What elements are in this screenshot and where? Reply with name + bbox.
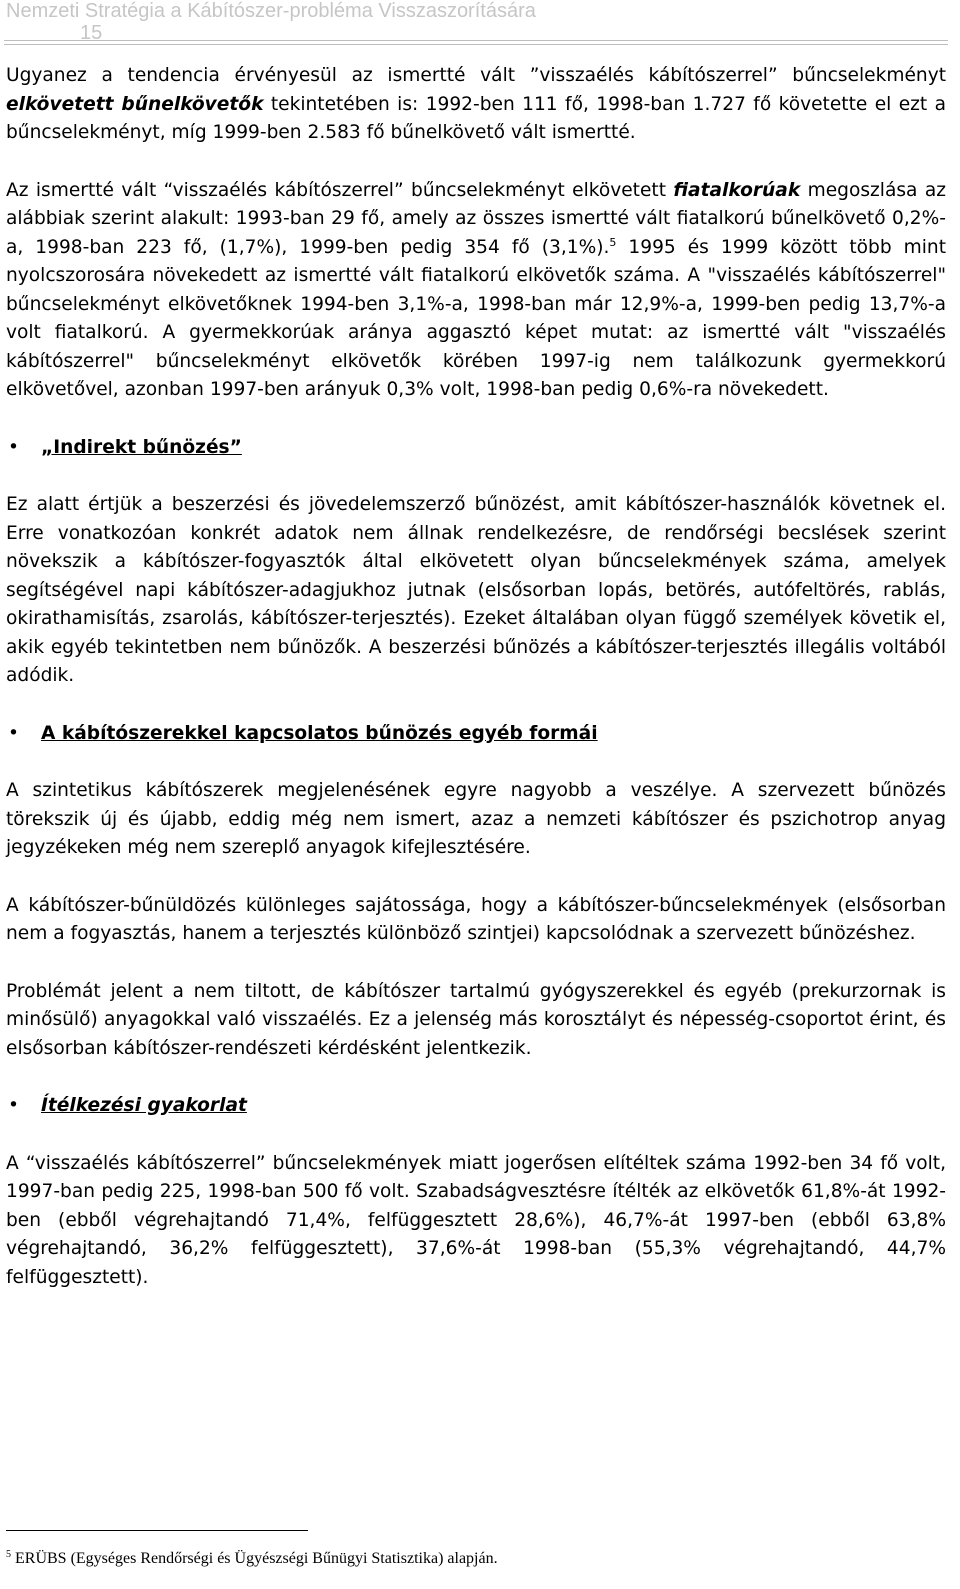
emphasis-offenders: elkövetett bűnelkövetők [6,93,264,115]
heading-other-forms [6,720,946,749]
page-header [0,0,960,52]
footnote-text: ERÜBS (Egységes Rendőrségi és Ügyészségi Bűnügyi Statisztika) alapján. [11,1550,498,1567]
bullet-icon: • [8,436,19,458]
text-run: 1995 és 1999 között több mint nyolcszorosára növekedett az ismertté vált fiatalkorú elkövetők száma. A "visszaélés kábítószerrel" bűncselekményt elkövetőknek 1994-ben 3,1%-a, 1998-ban már 12,9%-a, 1999-ben pedig 13,7%-a volt fiatalkorú. A gyermekkorúak aránya aggasztó képet mutat: az ismertté vált "visszaélés kábítószerrel" bűncselekményt elkövetők körében 1997-ig nem találkozunk gyermekkorú elkövetővel, azonban 1997-ben arányuk 0,3% volt, 1998-ban pedig 0,6%-ra növekedett. [6,236,946,400]
heading-text: „Indirekt bűnözés” [41,436,242,458]
paragraph-convictions: A “visszaélés kábítószerrel” bűncselekmények miatt jogerősen elítéltek száma 1992-ben 34 fő volt, 1997-ban pedig 225, 1998-ban 500 fő volt. Szabadságvesztésre ítélték az elkövetők 61,8%-át 1992-ben (ebből végrehajtandó 71,4%, felfüggesztett 28,6%), 46,7%-át 1997-ben (ebből 63,8% végrehajtandó, 36,2% felfüggesztett), 37,6%-át 1998-ban (55,3% végrehajtandó, 44,7% felfüggesztett). [6,1152,946,1288]
paragraph-synthetic-drugs: A szintetikus kábítószerek megjelenésének egyre nagyobb a veszélye. A szervezett bűnözés törekszik új és újabb, eddig még nem ismert, azaz a nemzeti kábítószer és pszichotrop anyag jegyzékeken még nem szereplő anyagok kifejlesztésére. [6,780,946,858]
footnote [6,1549,946,1569]
text-run: tekintetében is: 1992-ben 111 fő, 1998-ban 1.727 fő követette el ezt a bűncselekményt, míg 1999-ben 2.583 fő bűnelkövető vált ismertté. [6,93,946,143]
header-rule-top [4,40,948,41]
bullet-icon: • [8,1095,19,1116]
footnote-separator [6,1530,308,1531]
footnote-number: 5 [6,1549,11,1560]
text-run: Ugyanez a tendencia érvényesül az ismertté vált ”visszaélés kábítószerrel” bűncselekményt [6,65,946,86]
paragraph-indirect-crime: Ez alatt értjük a beszerzési és jövedelemszerző bűnözést, amit kábítószer-használók követnek el. Erre vonatkozóan konkrét adatok nem állnak rendelkezésre, de rendőrségi becslések szerint növekszik a kábítószer-fogyasztók által elkövetett olyan bűncselekmények száma, amelyek segítségével napi kábítószer-adagjukhoz jutnak (elsősorban lopás, betörés, autófeltörés, rablás, okirathamisítás, zsarolás, kábítószer-terjesztés). Ezeket általában olyan függő személyek követik el, akik egyéb tekintetben nem bűnözők. A beszerzési bűnözés a kábítószer-terjesztés illegális voltából adódik. [6,494,946,686]
header-rule-bottom [4,44,948,45]
emphasis-juveniles: fiatalkorúak [673,179,801,201]
header-title: Nemzeti Stratégia a Kábítószer-probléma Visszaszorítására [6,0,536,22]
text-run: Az ismertté vált “visszaélés kábítószerrel” bűncselekményt elkövetett [6,179,674,201]
page-body [6,62,946,1321]
paragraph-organized-crime: A kábítószer-bűnüldözés különleges sajátossága, hogy a kábítószer-bűncselekmények (elsősorban nem a fogyasztás, hanem a terjesztés különböző szintjei) kapcsolódnak a szervezett bűnözéshez. [6,894,946,944]
heading-text: A kábítószerekkel kapcsolatos bűnözés egyéb formái [41,722,598,744]
heading-judicial-practice [6,1092,946,1121]
paragraph-offenders [6,62,946,148]
bullet-icon: • [8,722,19,744]
footnote-ref: 5 [609,235,617,249]
page-number: 15 [80,22,103,44]
paragraph-medicines: Problémát jelent a nem tiltott, de kábítószer tartalmú gyógyszerekkel és egyéb (prekurzornak is minősülő) anyagokkal való visszaélés. Ez a jelenség más korosztályt és népesség-csoportot érint, és elsősorban kábítószer-rendészeti kérdésként jelentkezik. [6,980,946,1059]
heading-text: Ítélkezési gyakorlat [41,1095,247,1116]
text-run: megoszlása az alábbiak szerint alakult: 1993-ban 29 fő, amely az összes ismertté vált fiatalkorú bűnelkövető 0,2%-a, 1998-ban 223 fő, (1,7%), 1999-ben pedig 354 fő (3,1%). [6,179,947,258]
heading-indirect-crime [6,434,946,463]
paragraph-juveniles [6,177,946,405]
